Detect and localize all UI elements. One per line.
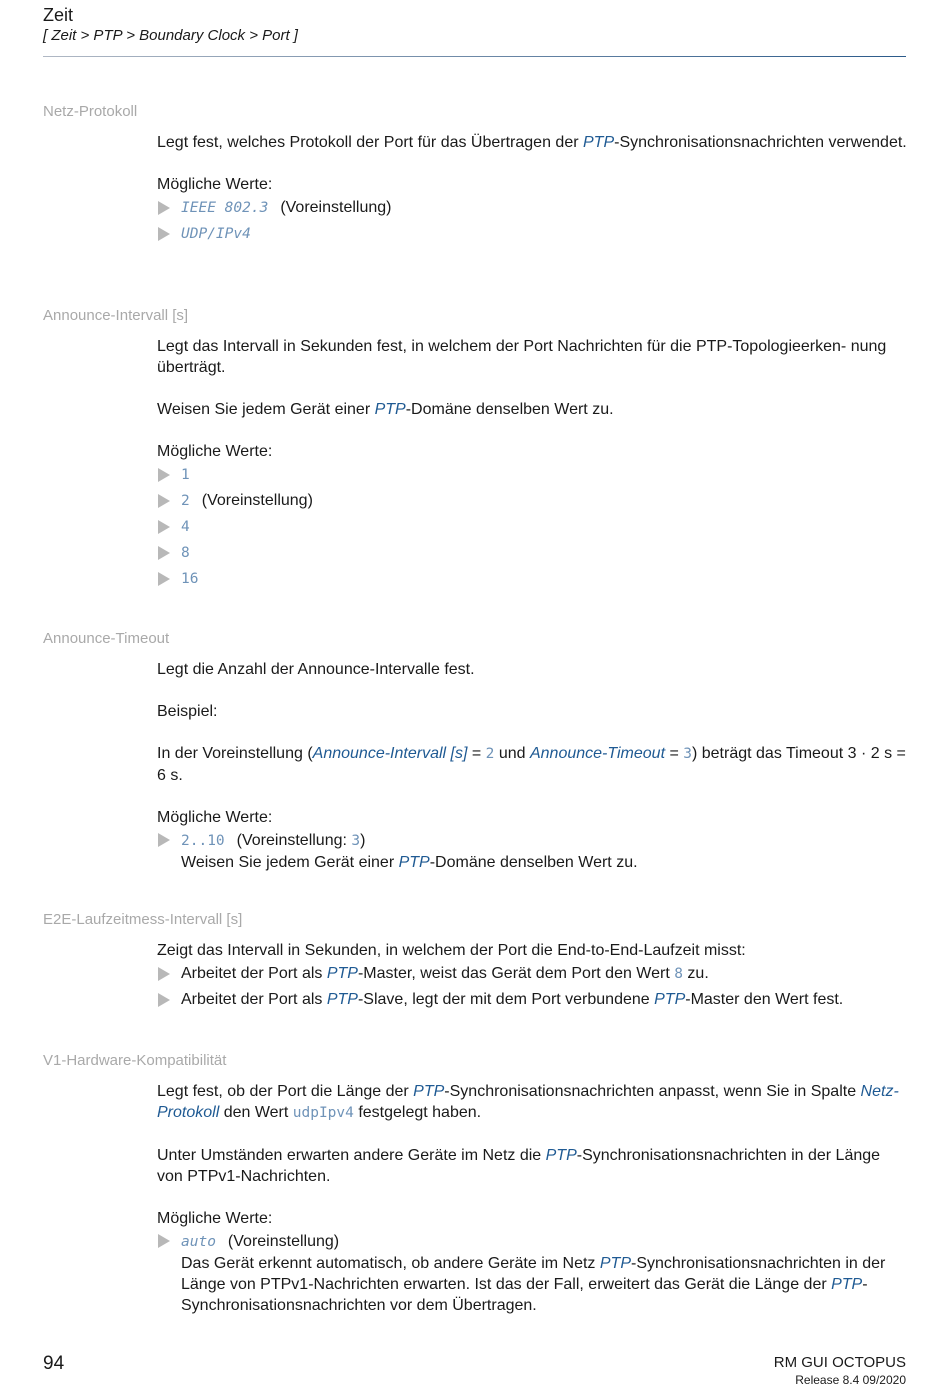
triangle-bullet-icon: [158, 201, 170, 215]
section-title-announce-timeout: Announce-Timeout: [43, 630, 170, 647]
announce-intervall-link[interactable]: Announce-Intervall [s]: [312, 745, 468, 762]
value-item: [157, 488, 907, 514]
description: Legt das Intervall in Sekunden fest, in welchem der Port Nachrichten für die PTP-Topologieerken- nung überträgt.: [157, 338, 887, 376]
ptp-link[interactable]: PTP: [599, 1255, 631, 1272]
triangle-bullet-icon: [158, 227, 170, 241]
section-body-announce-timeout: [157, 659, 907, 876]
example-label: Beispiel:: [157, 703, 218, 720]
value-code: 2: [181, 493, 190, 509]
value-code: 16: [181, 571, 199, 587]
example-text: In der Voreinstellung (Announce-Intervall [s] = 2 und Announce-Timeout = 3) beträgt das Timeout 3 · 2 s = 6 s.: [157, 745, 906, 784]
ptp-link[interactable]: PTP: [583, 134, 615, 151]
section-body-e2e-intervall: [157, 940, 907, 1013]
triangle-bullet-icon: [158, 993, 170, 1007]
ptp-link[interactable]: PTP: [374, 401, 406, 418]
values-label: Mögliche Werte:: [157, 443, 273, 460]
section-title-netz-protokoll: Netz-Protokoll: [43, 103, 138, 120]
value-item: [157, 221, 907, 247]
ptp-link[interactable]: PTP: [398, 854, 430, 871]
triangle-bullet-icon: [158, 833, 170, 847]
triangle-bullet-icon: [158, 967, 170, 981]
page-title: Zeit: [43, 5, 74, 25]
description-2: Weisen Sie jedem Gerät einer PTP-Domäne denselben Wert zu.: [157, 401, 614, 418]
netz-protokoll-link[interactable]: Netz-Protokoll: [157, 1083, 899, 1121]
triangle-bullet-icon: [158, 1234, 170, 1248]
value-code: auto: [181, 1234, 216, 1250]
ptp-link[interactable]: PTP: [326, 991, 358, 1008]
value-item: [157, 540, 907, 566]
value-subtext: Weisen Sie jedem Gerät einer PTP-Domäne denselben Wert zu.: [181, 854, 638, 871]
ptp-link[interactable]: PTP: [326, 965, 358, 982]
value-note: (Voreinstellung): [280, 199, 392, 216]
value-subtext: Das Gerät erkennt automatisch, ob andere Geräte im Netz PTP-Synchronisationsnachrichten in der Länge von PTPv1-Nachrichten erwarten. Ist das der Fall, erweitert das Gerät die Länge der PTP-Synchronisationsnachrichten vor dem Übertragen.: [181, 1255, 886, 1314]
description-2: Unter Umständen erwarten andere Geräte im Netz die PTP-Synchronisationsnachrichten in der Länge von PTPv1-Nachrichten.: [157, 1147, 881, 1185]
product-name: RM GUI OCTOPUS: [773, 1354, 906, 1371]
values-label: Mögliche Werte:: [157, 1210, 273, 1227]
values-label: Mögliche Werte:: [157, 809, 273, 826]
list-item: Arbeitet der Port als PTP-Master, weist das Gerät dem Port den Wert 8 zu.: [157, 961, 907, 987]
value-note: (Voreinstellung): [201, 492, 313, 509]
value-item: [157, 828, 907, 876]
description: Legt fest, ob der Port die Länge der PTP-Synchronisationsnachrichten anpasst, wenn Sie in Spalte Netz-Protokoll den Wert udpIpv4 festgelegt haben.: [157, 1083, 899, 1121]
value-code: 1: [181, 467, 190, 483]
triangle-bullet-icon: [158, 468, 170, 482]
triangle-bullet-icon: [158, 520, 170, 534]
value-note: (Voreinstellung): [227, 1233, 340, 1250]
section-title-v1-hardware: V1-Hardware-Kompatibilität: [43, 1052, 227, 1069]
ptp-link[interactable]: PTP: [545, 1147, 577, 1164]
value-item: [157, 1229, 907, 1319]
footer-info: [774, 1354, 906, 1388]
ptp-link[interactable]: PTP: [831, 1276, 863, 1293]
page-header: [43, 4, 906, 46]
list-item: Arbeitet der Port als PTP-Slave, legt der mit dem Port verbundene PTP-Master den Wert fest.: [157, 987, 907, 1013]
value-note: (Voreinstellung: 3): [236, 832, 366, 849]
release-info: Release 8.4 09/2020: [795, 1373, 906, 1387]
value-item: [157, 514, 907, 540]
values-label: Mögliche Werte:: [157, 176, 273, 193]
page-number: 94: [43, 1353, 65, 1374]
triangle-bullet-icon: [158, 572, 170, 586]
value-code: 4: [181, 519, 190, 535]
section-title-e2e-intervall: E2E-Laufzeitmess-Intervall [s]: [43, 911, 243, 928]
description: Legt fest, welches Protokoll der Port für das Übertragen der PTP-Synchronisationsnachrichten verwendet.: [157, 134, 907, 151]
ptp-link[interactable]: PTP: [654, 991, 686, 1008]
header-divider: [43, 56, 906, 57]
value-code: IEEE 802.3: [181, 200, 269, 216]
value-code: 8: [181, 545, 190, 561]
triangle-bullet-icon: [158, 494, 170, 508]
value-item: [157, 566, 907, 592]
description: Zeigt das Intervall in Sekunden, in welchem der Port die End-to-End-Laufzeit misst:: [157, 942, 746, 959]
value-item: [157, 462, 907, 488]
value-item: [157, 195, 907, 221]
ptp-link[interactable]: PTP: [413, 1083, 445, 1100]
value-code: 2..10: [181, 833, 225, 849]
section-title-announce-intervall: Announce-Intervall [s]: [43, 307, 189, 324]
section-body-netz-protokoll: [157, 132, 907, 247]
section-body-announce-intervall: [157, 336, 907, 592]
section-body-v1-hardware: [157, 1081, 907, 1319]
triangle-bullet-icon: [158, 546, 170, 560]
announce-timeout-link[interactable]: Announce-Timeout: [529, 745, 666, 762]
value-code: UDP/IPv4: [181, 226, 251, 242]
description: Legt die Anzahl der Announce-Intervalle fest.: [157, 661, 475, 678]
breadcrumb: [ Zeit > PTP > Boundary Clock > Port ]: [43, 27, 298, 44]
